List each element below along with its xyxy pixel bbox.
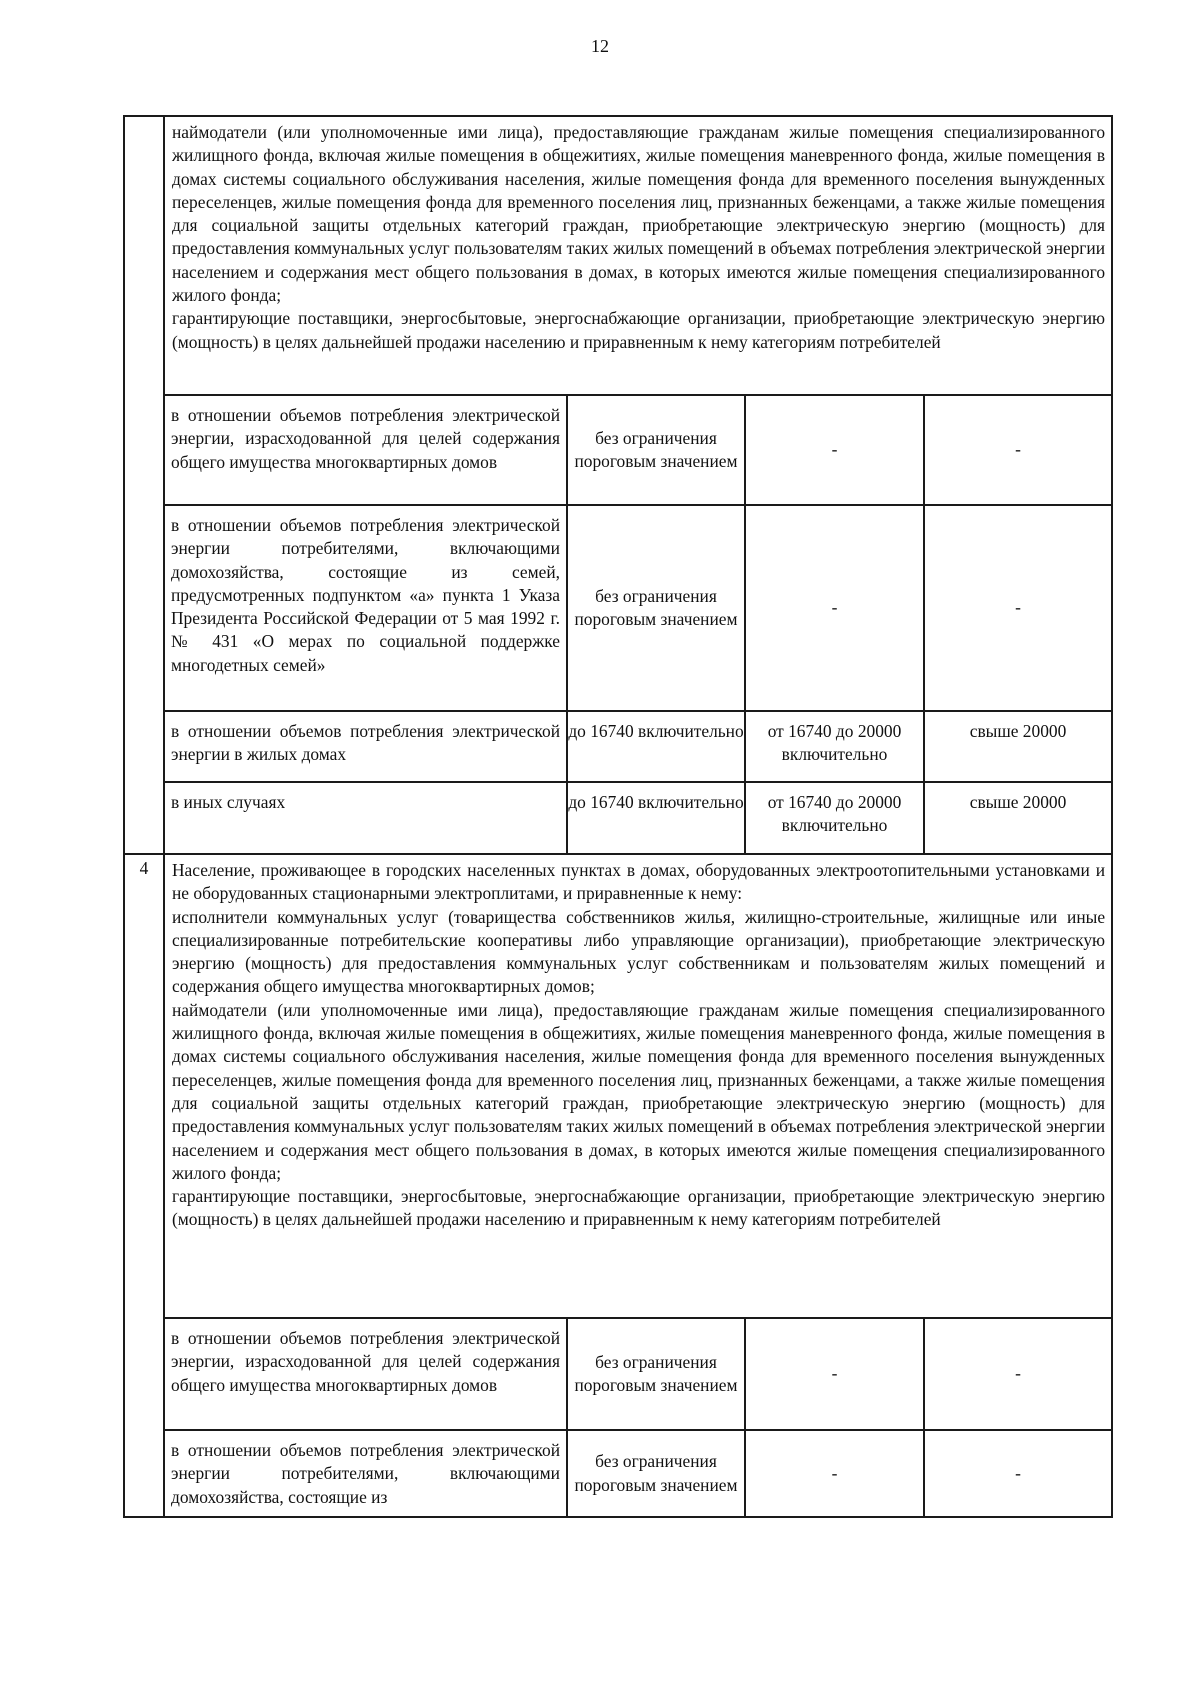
row-description: в отношении объемов потребления электрической энергии в жилых домах [164, 711, 567, 782]
block-3-header-row [124, 116, 1112, 395]
row-value-1 [567, 1430, 745, 1517]
value-text: - [1015, 439, 1021, 460]
row-value-3 [924, 505, 1112, 711]
value-text: до 16740 включительно [568, 792, 744, 812]
value-text: свыше 20000 [969, 721, 1067, 741]
row-value-3 [924, 395, 1112, 505]
value-text: без ограничения пороговым значением [574, 1451, 738, 1495]
row-value-2 [745, 782, 924, 854]
row-description: в отношении объемов потребления электрической энергии, израсходованной для целей содержания общего имущества многоквартирных домов [164, 1318, 567, 1430]
table-row [124, 711, 1112, 782]
block-3-paragraph: наймодатели (или уполномоченные ими лица), предоставляющие гражданам жилые помещения специализированного жилищного фонда, включая жилые помещения в общежитиях, жилые помещения маневренного фонда, жилые помещения в домах системы социального обслуживания населения, жилые помещения фонда для временного поселения вынужденных переселенцев, жилые помещения фонда для временного поселения лиц, признанных беженцами, а также жилые помещения для социальной защиты отдельных категорий граждан, приобретающие электрическую энергию (мощность) для предоставления коммунальных услуг пользователям таких жилых помещений в объемах потребления электрической энергии населением и содержания мест общего пользования в домах, в которых имеются жилые помещения специализированного жилого фонда; [172, 122, 1106, 306]
value-text: - [831, 1363, 838, 1384]
value-text: без ограничения пороговым значением [574, 1351, 738, 1395]
page-number: 12 [591, 36, 609, 56]
value-text: - [831, 439, 838, 460]
value-text: свыше 20000 [969, 792, 1067, 812]
table-row [124, 782, 1112, 854]
value-text: - [831, 1462, 838, 1483]
value-text: от 16740 до 20000 включительно [767, 721, 902, 765]
block-3-number [125, 117, 163, 119]
value-text: - [1015, 597, 1021, 618]
row-value-3 [924, 1318, 1112, 1430]
row-value-2 [745, 1318, 924, 1430]
value-text: без ограничения пороговым значением [574, 585, 738, 629]
row-value-3 [924, 711, 1112, 782]
row-description: в отношении объемов потребления электрической энергии, израсходованной для целей содержания общего имущества многоквартирных домов [164, 395, 567, 505]
row-description: в отношении объемов потребления электрической энергии потребителями, включающими домохозяйства, состоящие из семей, предусмотренных подпунктом «а» пункта 1 Указа Президента Российской Федерации от 5 мая 1992 г. № 431 «О мерах по социальной поддержке многодетных семей» [164, 505, 567, 711]
value-text: - [1015, 1462, 1021, 1483]
row-description: в иных случаях [164, 782, 567, 854]
block-3-paragraph: гарантирующие поставщики, энергосбытовые, энергоснабжающие организации, приобретающие электрическую энергию (мощность) в целях дальнейшей продажи населению и приравненным к нему категориям потребителей [172, 308, 1106, 352]
row-value-1 [567, 1318, 745, 1430]
block-4-number-cell [124, 854, 164, 1517]
row-value-1 [567, 711, 745, 782]
value-text: от 16740 до 20000 включительно [767, 792, 902, 836]
block-3-description [164, 116, 1112, 395]
row-value-1 [567, 782, 745, 854]
row-value-2 [745, 1430, 924, 1517]
table-row [124, 505, 1112, 711]
value-text: - [831, 597, 838, 618]
row-value-3 [924, 1430, 1112, 1517]
block-3-number-cell [124, 116, 164, 854]
table-row [124, 1430, 1112, 1517]
row-value-2 [745, 395, 924, 505]
block-4-number: 4 [139, 858, 149, 878]
tariff-table [123, 115, 1113, 1518]
block-4-description [164, 854, 1112, 1318]
row-value-3 [924, 782, 1112, 854]
value-text: - [1015, 1363, 1021, 1384]
value-text: до 16740 включительно [568, 721, 744, 741]
row-value-1 [567, 395, 745, 505]
row-description: в отношении объемов потребления электрической энергии потребителями, включающими домохозяйства, состоящие из [164, 1430, 567, 1517]
block-4-header-row [124, 854, 1112, 1318]
table-row [124, 395, 1112, 505]
block-4-paragraph: гарантирующие поставщики, энергосбытовые, энергоснабжающие организации, приобретающие электрическую энергию (мощность) в целях дальнейшей продажи населению и приравненным к нему категориям потребителей [172, 1186, 1106, 1230]
block-4-paragraph: исполнители коммунальных услуг (товарищества собственников жилья, жилищно-строительные, жилищные или иные специализированные потребительские кооперативы либо управляющие организации), приобретающие электрическую энергию (мощность) для предоставления коммунальных услуг собственникам и пользователям жилых помещений и содержания общего имущества многоквартирных домов; [172, 906, 1106, 997]
row-value-2 [745, 711, 924, 782]
row-value-1 [567, 505, 745, 711]
block-4-paragraph: наймодатели (или уполномоченные ими лица), предоставляющие гражданам жилые помещения специализированного жилищного фонда, включая жилые помещения в общежитиях, жилые помещения маневренного фонда, жилые помещения в домах системы социального обслуживания населения, жилые помещения фонда для временного поселения вынужденных переселенцев, жилые помещения фонда для временного поселения лиц, признанных беженцами, а также жилые помещения для социальной защиты отдельных категорий граждан, приобретающие электрическую энергию (мощность) для предоставления коммунальных услуг пользователям таких жилых помещений в объемах потребления электрической энергии населением и содержания мест общего пользования в домах, в которых имеются жилые помещения специализированного жилого фонда; [172, 999, 1106, 1183]
block-4-paragraph: Население, проживающее в городских населенных пунктах в домах, оборудованных электроотопительными установками и не оборудованных стационарными электроплитами, и приравненные к нему: [172, 860, 1106, 904]
value-text: без ограничения пороговым значением [574, 427, 738, 471]
table-row [124, 1318, 1112, 1430]
row-value-2 [745, 505, 924, 711]
